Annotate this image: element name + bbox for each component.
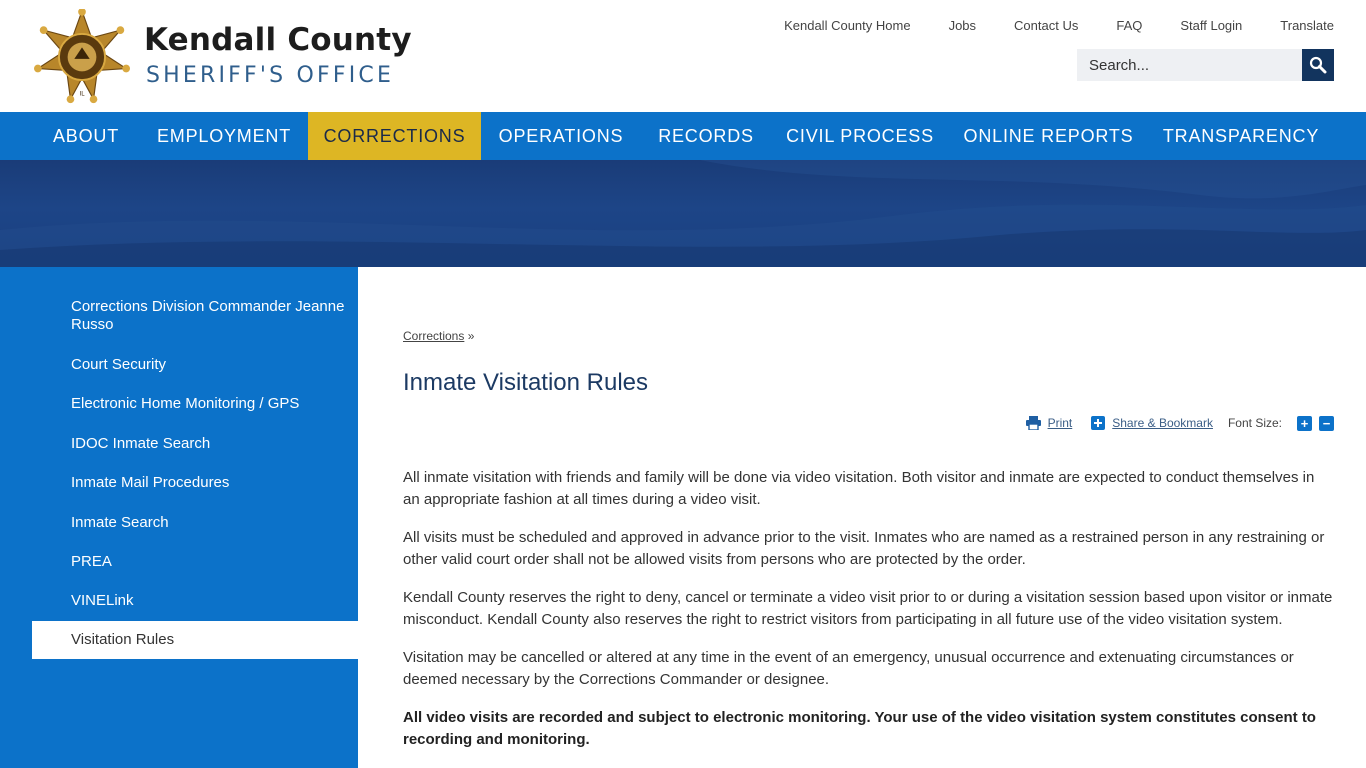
nav-corrections[interactable]: CORRECTIONS (308, 112, 481, 160)
share-bookmark-link[interactable] (1091, 416, 1213, 430)
nav-civil-process[interactable]: CIVIL PROCESS (786, 126, 934, 146)
sidebar-item-inmate-search[interactable]: Inmate Search (71, 514, 169, 531)
article-body (403, 467, 1334, 767)
breadcrumb-link-corrections[interactable]: Corrections (403, 329, 465, 343)
nav-transparency[interactable]: TRANSPARENCY (1162, 126, 1320, 146)
utility-link-jobs[interactable]: Jobs (948, 18, 977, 33)
paragraph-right-to-deny: Kendall County reserves the right to deny, cancel or terminate a video visit prior to or during a visitation session based upon visitor or inmate misconduct. Kendall County also reserves the right to restrict visitors from participating in all future use of the video visitation system. (403, 589, 1333, 628)
utility-link-contact[interactable]: Contact Us (1014, 18, 1079, 33)
sidebar-item-mail-procedures[interactable]: Inmate Mail Procedures (71, 474, 230, 491)
share-label: Share & Bookmark (1112, 416, 1213, 430)
print-label: Print (1047, 416, 1073, 430)
sidebar-item-vinelink[interactable]: VINELink (71, 592, 134, 609)
font-increase-button[interactable]: + (1297, 416, 1312, 431)
banner-wave-graphic (0, 160, 1366, 267)
nav-employment[interactable]: EMPLOYMENT (156, 126, 292, 146)
brand-subtitle: SHERIFF'S OFFICE (146, 63, 395, 88)
sheriff-badge-logo (34, 9, 130, 105)
search-icon (1309, 56, 1327, 74)
paragraph-video-visitation: All inmate visitation with friends and family will be done via video visitation. Both visitor and inmate are expected to conduct themselves in an appropriate fashion at all times during a video visit. (403, 469, 1315, 508)
font-size-label: Font Size: (1227, 416, 1282, 430)
sidebar-item-visitation-rules[interactable]: Visitation Rules (32, 621, 358, 659)
utility-nav (784, 18, 1334, 36)
utility-link-translate[interactable]: Translate (1280, 18, 1334, 33)
nav-online-reports[interactable]: ONLINE REPORTS (963, 126, 1134, 146)
nav-records[interactable]: RECORDS (658, 126, 754, 146)
search-input[interactable] (1077, 49, 1302, 81)
svg-text:IL: IL (79, 91, 85, 98)
sidebar (0, 267, 358, 768)
utility-link-staff-login[interactable]: Staff Login (1180, 18, 1243, 33)
plus-box-icon (1091, 416, 1105, 430)
breadcrumb-separator: » (467, 329, 475, 343)
paragraph-recording-notice: All video visits are recorded and subject to electronic monitoring. Your use of the video visitation system constitutes consent to recording and monitoring. (403, 709, 1316, 748)
utility-link-faq[interactable]: FAQ (1116, 18, 1143, 33)
sidebar-item-idoc-search[interactable]: IDOC Inmate Search (71, 435, 211, 452)
main-nav (0, 112, 1366, 160)
hero-banner (0, 160, 1366, 267)
sidebar-item-prea[interactable]: PREA (71, 553, 112, 570)
paragraph-scheduling: All visits must be scheduled and approved in advance prior to the visit. Inmates who are named as a restrained person in any restraining or other valid court order shall not be allowed visits from persons who are protected by the order. (403, 529, 1325, 568)
search-form (1077, 49, 1334, 81)
nav-operations[interactable]: OPERATIONS (498, 126, 624, 146)
sidebar-item-commander[interactable]: Corrections Division Commander Jeanne Russo (71, 298, 345, 333)
breadcrumb (403, 329, 474, 343)
print-link[interactable] (1026, 416, 1073, 430)
sidebar-item-home-monitoring[interactable]: Electronic Home Monitoring / GPS (71, 395, 300, 412)
sidebar-item-court-security[interactable]: Court Security (71, 356, 167, 373)
nav-about[interactable]: ABOUT (52, 126, 119, 146)
page-title: Inmate Visitation Rules (403, 369, 649, 396)
utility-link-county-home[interactable]: Kendall County Home (784, 18, 911, 33)
brand-title: Kendall County (144, 22, 412, 58)
paragraph-cancellation: Visitation may be cancelled or altered at any time in the event of an emergency, unusual occurrence and extenuating circumstances or deemed necessary by the Corrections Commander or designee. (403, 649, 1294, 688)
search-button[interactable] (1302, 49, 1334, 81)
printer-icon (1026, 416, 1041, 430)
page-tools (1026, 415, 1334, 431)
site-header (0, 0, 1366, 112)
font-decrease-button[interactable]: − (1319, 416, 1334, 431)
